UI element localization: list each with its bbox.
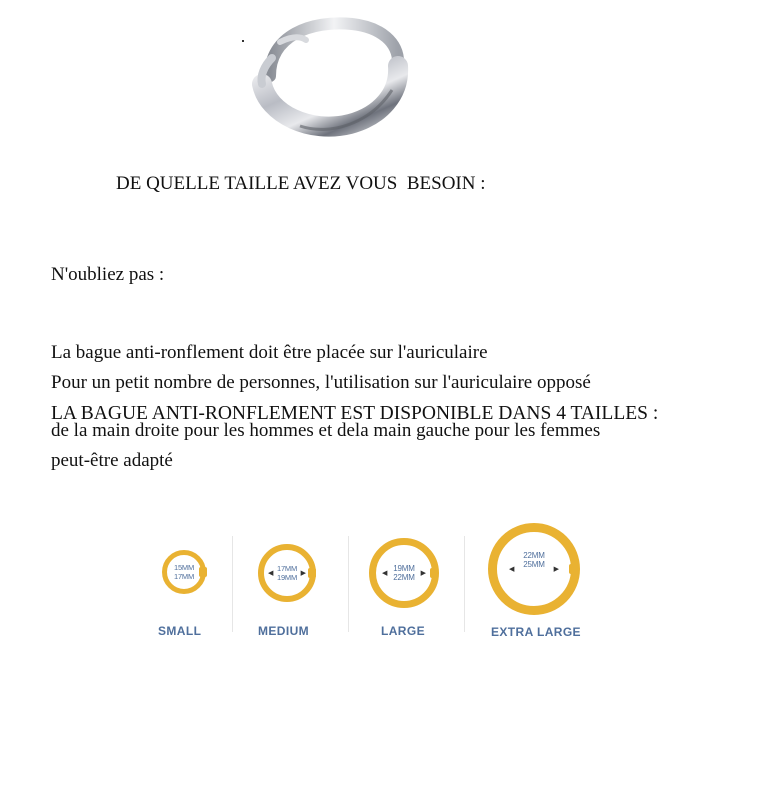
large-ring-icon xyxy=(369,538,439,608)
size-label-medium: MEDIUM xyxy=(258,624,310,638)
reminder-line: N'oubliez pas : xyxy=(51,264,165,285)
size-label-extra-large: EXTRA LARGE xyxy=(491,625,581,639)
arrow-left-icon: ◀ xyxy=(268,569,274,577)
size-max: 25MM xyxy=(523,560,545,570)
size-min: 22MM xyxy=(523,551,545,561)
silver-ring-icon xyxy=(240,14,410,142)
size-label-large: LARGE xyxy=(381,624,425,638)
arrow-right-icon: ▶ xyxy=(553,565,559,573)
arrow-right-icon: ▶ xyxy=(300,569,306,577)
divider xyxy=(348,536,349,632)
divider xyxy=(232,536,233,632)
divider xyxy=(464,536,465,632)
size-label-small: SMALL xyxy=(158,624,202,638)
availability-statement: LA BAGUE ANTI-RONFLEMENT EST DISPONIBLE DANS 4 TAILLES : xyxy=(51,403,659,424)
size-max: 19MM xyxy=(276,573,298,582)
reminder-line: La bague anti-ronflement doit être placée sur l'auriculaire xyxy=(51,342,488,363)
arrow-right-icon: ▶ xyxy=(420,569,426,577)
size-min: 17MM xyxy=(276,564,298,573)
note-line: Pour un petit nombre de personnes, l'utilisation sur l'auriculaire opposé xyxy=(51,372,591,393)
size-min: 15MM xyxy=(173,563,195,572)
arrow-left-icon: ◀ xyxy=(382,569,388,577)
note-line: peut-être adapté xyxy=(51,450,173,471)
size-min: 19MM xyxy=(393,564,415,573)
size-question-heading: DE QUELLE TAILLE AVEZ VOUS BESOIN : xyxy=(116,173,486,194)
reminder-line: de la main droite pour les hommes et dela main gauche pour les femmes xyxy=(51,420,601,441)
size-max: 17MM xyxy=(173,572,195,581)
extra-large-ring-icon xyxy=(488,523,580,615)
small-ring-icon xyxy=(162,550,206,594)
medium-ring-icon xyxy=(258,544,316,602)
arrow-left-icon: ◀ xyxy=(509,565,515,573)
size-max: 22MM xyxy=(393,573,415,582)
ring-size-chart xyxy=(148,500,616,658)
